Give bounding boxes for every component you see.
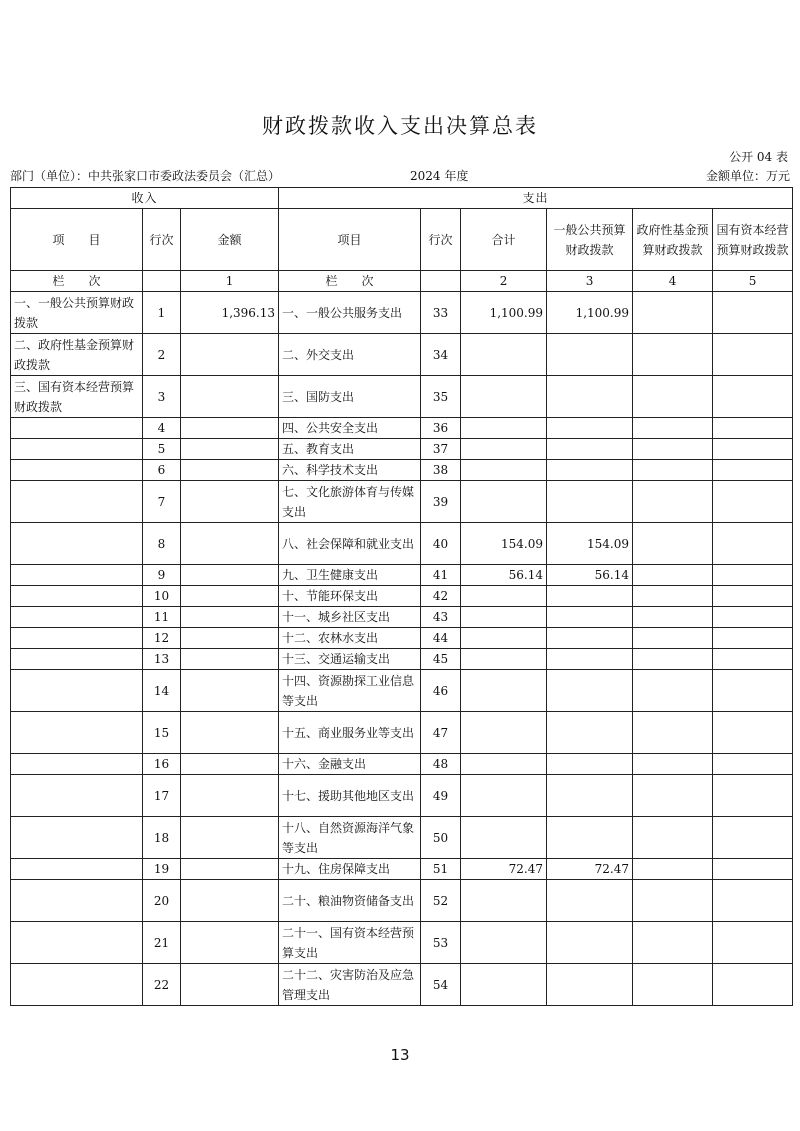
income-item-cell [11,775,143,817]
soe-capital-cell [713,292,793,334]
income-amount-cell [181,859,279,880]
expense-line-cell: 51 [421,859,461,880]
expense-item-cell: 一、一般公共服务支出 [279,292,421,334]
soe-capital-cell [713,481,793,523]
income-amount-cell [181,649,279,670]
general-budget-cell: 1,100.99 [547,292,633,334]
income-item-cell [11,481,143,523]
income-amount-cell [181,565,279,586]
col-number-2: 2 [461,271,547,292]
fiscal-year: 2024 年度 [410,169,469,183]
gov-fund-header: 政府性基金预算财政拨款 [633,209,713,271]
expense-item-cell: 九、卫生健康支出 [279,565,421,586]
header-row-sections [11,188,793,209]
total-cell [461,754,547,775]
income-item-cell [11,817,143,859]
total-cell [461,586,547,607]
income-amount-cell [181,418,279,439]
soe-capital-header: 国有资本经营预算财政拨款 [713,209,793,271]
expense-line-cell: 36 [421,418,461,439]
soe-capital-cell [713,523,793,565]
income-line-cell: 15 [143,712,181,754]
total-cell: 56.14 [461,565,547,586]
general-budget-cell: 56.14 [547,565,633,586]
income-amount-cell [181,439,279,460]
total-header: 合计 [461,209,547,271]
soe-capital-cell [713,754,793,775]
total-cell: 1,100.99 [461,292,547,334]
income-line-cell: 18 [143,817,181,859]
total-cell [461,649,547,670]
income-line-cell: 12 [143,628,181,649]
general-budget-cell: 154.09 [547,523,633,565]
gov-fund-cell [633,775,713,817]
expense-line-cell: 45 [421,649,461,670]
income-amount-cell [181,481,279,523]
expense-item-cell: 二十二、灾害防治及应急管理支出 [279,964,421,1006]
total-cell [461,922,547,964]
gov-fund-cell [633,922,713,964]
general-budget-cell [547,964,633,1006]
income-item-cell [11,460,143,481]
gov-fund-cell [633,565,713,586]
table-row [11,712,793,754]
total-cell [461,628,547,649]
expense-item-cell: 十七、援助其他地区支出 [279,775,421,817]
expense-item-cell: 十六、金融支出 [279,754,421,775]
expense-line-cell: 47 [421,712,461,754]
soe-capital-cell [713,964,793,1006]
income-amount-cell [181,817,279,859]
general-budget-header: 一般公共预算财政拨款 [547,209,633,271]
expense-item-cell: 十二、农林水支出 [279,628,421,649]
gov-fund-cell [633,607,713,628]
income-line-cell: 6 [143,460,181,481]
expense-line-cell: 39 [421,481,461,523]
total-cell [461,880,547,922]
general-budget-cell [547,418,633,439]
expense-line-cell: 48 [421,754,461,775]
expense-line-cell: 53 [421,922,461,964]
income-line-cell: 3 [143,376,181,418]
income-line-cell: 19 [143,859,181,880]
income-line-cell: 7 [143,481,181,523]
income-amount-cell [181,586,279,607]
expense-item-cell: 二十一、国有资本经营预算支出 [279,922,421,964]
total-cell [461,775,547,817]
header-row-column-numbers [11,271,793,292]
gov-fund-cell [633,754,713,775]
income-amount-cell [181,376,279,418]
expense-item-cell: 五、教育支出 [279,439,421,460]
expense-item-cell: 六、科学技术支出 [279,460,421,481]
soe-capital-cell [713,376,793,418]
income-line-cell: 5 [143,439,181,460]
soe-capital-cell [713,460,793,481]
table-row [11,880,793,922]
expense-column-label: 栏 次 [279,271,421,292]
total-cell [461,817,547,859]
gov-fund-cell [633,817,713,859]
general-budget-cell: 72.47 [547,859,633,880]
income-line-cell: 8 [143,523,181,565]
total-cell [461,481,547,523]
empty-cell [143,271,181,292]
soe-capital-cell [713,880,793,922]
expense-line-cell: 49 [421,775,461,817]
total-cell: 154.09 [461,523,547,565]
general-budget-cell [547,712,633,754]
income-amount-cell [181,628,279,649]
expense-line-cell: 41 [421,565,461,586]
table-row [11,775,793,817]
amount-unit: 金额单位：万元 [705,169,790,183]
soe-capital-cell [713,817,793,859]
table-row [11,292,793,334]
gov-fund-cell [633,376,713,418]
table-row [11,481,793,523]
general-budget-cell [547,817,633,859]
income-item-cell: 一、一般公共预算财政拨款 [11,292,143,334]
general-budget-cell [547,754,633,775]
soe-capital-cell [713,712,793,754]
table-row [11,607,793,628]
expense-item-header: 项目 [279,209,421,271]
total-cell [461,334,547,376]
income-amount-cell [181,964,279,1006]
expense-item-cell: 三、国防支出 [279,376,421,418]
expense-line-cell: 50 [421,817,461,859]
income-item-cell [11,418,143,439]
soe-capital-cell [713,775,793,817]
soe-capital-cell [713,628,793,649]
gov-fund-cell [633,880,713,922]
gov-fund-cell [633,418,713,439]
table-row [11,586,793,607]
income-item-cell [11,565,143,586]
expense-line-cell: 33 [421,292,461,334]
general-budget-cell [547,922,633,964]
total-cell [461,439,547,460]
gov-fund-cell [633,859,713,880]
total-cell [461,712,547,754]
expense-item-cell: 十一、城乡社区支出 [279,607,421,628]
income-item-cell [11,649,143,670]
soe-capital-cell [713,565,793,586]
income-item-cell [11,964,143,1006]
income-line-cell: 14 [143,670,181,712]
income-line-cell: 22 [143,964,181,1006]
expense-item-cell: 十八、自然资源海洋气象等支出 [279,817,421,859]
expense-item-cell: 四、公共安全支出 [279,418,421,439]
general-budget-cell [547,334,633,376]
income-amount-cell [181,775,279,817]
gov-fund-cell [633,649,713,670]
income-amount-cell [181,712,279,754]
expense-item-cell: 七、文化旅游体育与传媒支出 [279,481,421,523]
expense-line-cell: 38 [421,460,461,481]
income-line-cell: 4 [143,418,181,439]
soe-capital-cell [713,922,793,964]
income-item-cell [11,859,143,880]
col-number-3: 3 [547,271,633,292]
expense-line-cell: 44 [421,628,461,649]
income-amount-cell [181,334,279,376]
expense-line-cell: 35 [421,376,461,418]
table-row [11,523,793,565]
income-line-cell: 17 [143,775,181,817]
total-cell [461,607,547,628]
department-label: 部门（单位）：中共张家口市委政法委员会（汇总） [10,169,281,183]
table-row [11,754,793,775]
general-budget-cell [547,670,633,712]
total-cell [461,418,547,439]
income-line-cell: 9 [143,565,181,586]
general-budget-cell [547,439,633,460]
table-row [11,649,793,670]
expense-item-cell: 八、社会保障和就业支出 [279,523,421,565]
income-line-cell: 20 [143,880,181,922]
income-item-cell [11,712,143,754]
total-cell [461,376,547,418]
gov-fund-cell [633,964,713,1006]
gov-fund-cell [633,523,713,565]
expense-line-cell: 54 [421,964,461,1006]
income-amount-cell [181,523,279,565]
expense-item-cell: 十三、交通运输支出 [279,649,421,670]
soe-capital-cell [713,418,793,439]
income-line-cell: 2 [143,334,181,376]
col-number-5: 5 [713,271,793,292]
income-item-cell: 三、国有资本经营预算财政拨款 [11,376,143,418]
general-budget-cell [547,460,633,481]
expense-item-cell: 二十、粮油物资储备支出 [279,880,421,922]
total-cell [461,460,547,481]
empty-cell [421,271,461,292]
form-code: 公开 04 表 [729,150,788,164]
income-line-cell: 10 [143,586,181,607]
table-row [11,565,793,586]
table-row [11,418,793,439]
income-amount-cell [181,754,279,775]
income-amount-header: 金额 [181,209,279,271]
report-title: 财政拨款收入支出决算总表 [262,114,538,138]
income-amount-cell [181,607,279,628]
header-row-columns [11,209,793,271]
expense-line-header: 行次 [421,209,461,271]
table-row [11,460,793,481]
income-item-cell [11,922,143,964]
table-row [11,670,793,712]
general-budget-cell [547,586,633,607]
expense-section-header: 支出 [279,188,793,209]
income-item-cell [11,523,143,565]
income-item-header: 项 目 [11,209,143,271]
income-item-cell [11,670,143,712]
income-item-cell [11,586,143,607]
gov-fund-cell [633,586,713,607]
expense-line-cell: 52 [421,880,461,922]
general-budget-cell [547,628,633,649]
expense-line-cell: 43 [421,607,461,628]
soe-capital-cell [713,586,793,607]
general-budget-cell [547,376,633,418]
soe-capital-cell [713,439,793,460]
soe-capital-cell [713,649,793,670]
total-cell [461,964,547,1006]
soe-capital-cell [713,859,793,880]
soe-capital-cell [713,607,793,628]
expense-line-cell: 34 [421,334,461,376]
table-row [11,964,793,1006]
income-item-cell [11,754,143,775]
income-line-cell: 13 [143,649,181,670]
income-item-cell [11,628,143,649]
gov-fund-cell [633,628,713,649]
income-line-cell: 16 [143,754,181,775]
general-budget-cell [547,481,633,523]
gov-fund-cell [633,292,713,334]
income-item-cell: 二、政府性基金预算财政拨款 [11,334,143,376]
expense-item-cell: 二、外交支出 [279,334,421,376]
col-number-1: 1 [181,271,279,292]
income-line-cell: 1 [143,292,181,334]
gov-fund-cell [633,481,713,523]
income-item-cell [11,439,143,460]
general-budget-cell [547,607,633,628]
budget-table [10,187,793,1006]
expense-item-cell: 十、节能环保支出 [279,586,421,607]
general-budget-cell [547,775,633,817]
income-line-cell: 21 [143,922,181,964]
income-amount-cell [181,670,279,712]
expense-line-cell: 37 [421,439,461,460]
table-row [11,922,793,964]
gov-fund-cell [633,712,713,754]
table-row [11,376,793,418]
income-section-header: 收入 [11,188,279,209]
gov-fund-cell [633,670,713,712]
income-line-cell: 11 [143,607,181,628]
table-row [11,859,793,880]
table-row [11,817,793,859]
soe-capital-cell [713,334,793,376]
col-number-4: 4 [633,271,713,292]
income-amount-cell: 1,396.13 [181,292,279,334]
expense-line-cell: 42 [421,586,461,607]
table-row [11,628,793,649]
table-row [11,334,793,376]
general-budget-cell [547,649,633,670]
gov-fund-cell [633,460,713,481]
report-meta [10,167,790,185]
expense-line-cell: 46 [421,670,461,712]
income-line-header: 行次 [143,209,181,271]
general-budget-cell [547,880,633,922]
income-item-cell [11,607,143,628]
page-number: 13 [390,1046,410,1064]
income-amount-cell [181,460,279,481]
column-label: 栏 次 [11,271,143,292]
expense-line-cell: 40 [421,523,461,565]
expense-item-cell: 十四、资源勘探工业信息等支出 [279,670,421,712]
soe-capital-cell [713,670,793,712]
total-cell: 72.47 [461,859,547,880]
table-row [11,439,793,460]
expense-item-cell: 十五、商业服务业等支出 [279,712,421,754]
gov-fund-cell [633,334,713,376]
income-item-cell [11,880,143,922]
income-amount-cell [181,880,279,922]
gov-fund-cell [633,439,713,460]
total-cell [461,670,547,712]
expense-item-cell: 十九、住房保障支出 [279,859,421,880]
income-amount-cell [181,922,279,964]
